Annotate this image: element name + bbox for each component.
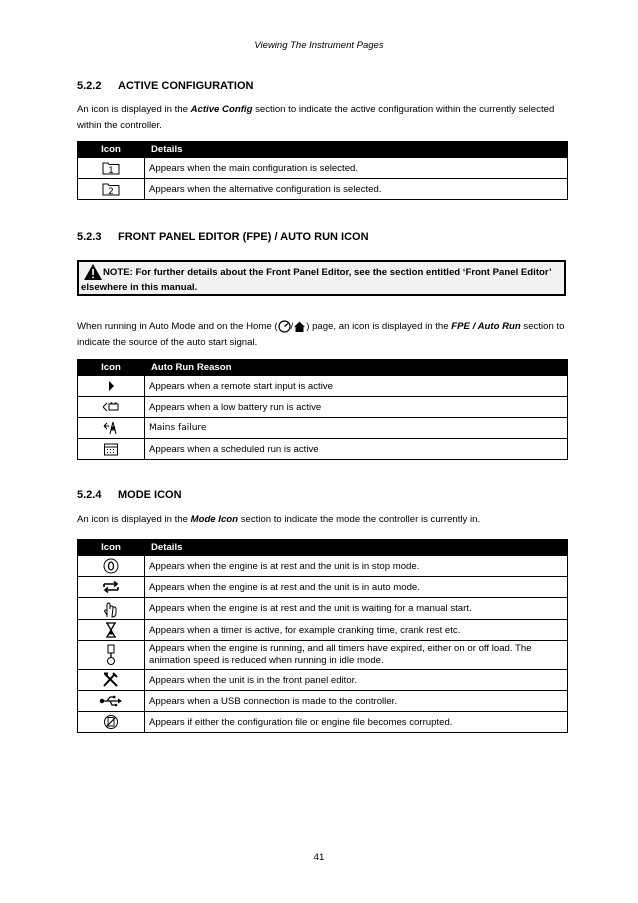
active-config-table xyxy=(77,141,568,200)
section-heading-523 xyxy=(77,231,369,243)
intro-text: An icon is displayed in the xyxy=(77,514,191,525)
home-gauge-icon xyxy=(278,320,291,333)
intro-text: An icon is displayed in the xyxy=(77,104,191,115)
section-number: 5.2.2 xyxy=(77,80,102,92)
row-details: Appears when the unit is in the front panel editor. xyxy=(145,670,568,691)
table-row xyxy=(78,691,568,712)
table-row xyxy=(78,641,568,670)
row-details: Appears when a timer is active, for example cranking time, crank rest etc. xyxy=(145,620,568,641)
config-1-icon xyxy=(78,158,145,179)
table-header-row xyxy=(78,540,568,556)
config-2-icon xyxy=(78,179,145,200)
table-row xyxy=(78,620,568,641)
usb-icon xyxy=(78,691,145,712)
section-number: 5.2.3 xyxy=(77,231,102,243)
table-row xyxy=(78,712,568,733)
table-row xyxy=(78,670,568,691)
stop-mode-icon xyxy=(78,556,145,577)
intro-text: When running in Auto Mode and on the Home ( xyxy=(77,321,278,332)
row-reason: Appears when a low battery run is active xyxy=(145,397,568,418)
table-row xyxy=(78,439,568,460)
column-header-details: Details xyxy=(145,142,568,158)
column-header-icon: Icon xyxy=(78,142,145,158)
mains-failure-icon xyxy=(78,418,145,439)
table-row xyxy=(78,397,568,418)
engine-running-icon xyxy=(78,641,145,670)
row-details: Appears if either the configuration file or engine file becomes corrupted. xyxy=(145,712,568,733)
table-row xyxy=(78,418,568,439)
mode-icon-table xyxy=(77,539,568,733)
row-reason: Appears when a remote start input is active xyxy=(145,376,568,397)
section-number: 5.2.4 xyxy=(77,489,102,501)
row-details: Appears when the engine is running, and all timers have expired, either on or off load. The animation speed is reduced when running in idle mode. xyxy=(145,641,568,670)
svg-text:2: 2 xyxy=(108,187,114,196)
manual-hand-icon xyxy=(78,598,145,620)
intro-text: ) page, an icon is displayed in the xyxy=(306,321,452,332)
note-box xyxy=(77,260,566,296)
section-title: FRONT PANEL EDITOR (FPE) / AUTO RUN ICON xyxy=(118,231,369,243)
tools-icon xyxy=(78,670,145,691)
auto-mode-icon xyxy=(78,577,145,598)
hourglass-icon xyxy=(78,620,145,641)
row-details: Appears when the engine is at rest and the unit is in stop mode. xyxy=(145,556,568,577)
section-title: MODE ICON xyxy=(118,489,182,501)
running-header: Viewing The Instrument Pages xyxy=(254,40,384,51)
intro-text: / xyxy=(290,321,294,332)
row-reason: Appears when a scheduled run is active xyxy=(145,439,568,460)
intro-text: section to indicate the mode the controller is currently in. xyxy=(238,514,481,525)
table-row xyxy=(78,598,568,620)
section-522-intro xyxy=(77,102,567,134)
row-details: Appears when the main configuration is selected. xyxy=(145,158,568,179)
remote-start-icon xyxy=(78,376,145,397)
section-heading-524 xyxy=(77,489,182,501)
section-523-intro xyxy=(77,319,567,351)
table-row xyxy=(78,376,568,397)
table-row xyxy=(78,556,568,577)
home-icon xyxy=(290,320,306,333)
column-header-reason: Auto Run Reason xyxy=(145,360,568,376)
column-header-icon: Icon xyxy=(78,360,145,376)
low-battery-icon xyxy=(78,397,145,418)
note-text: NOTE: For further details about the Front Panel Editor, see the section entitled ‘Front Panel Editor’ elsewhere in this manual. xyxy=(81,267,552,293)
corrupted-file-icon xyxy=(78,712,145,733)
intro-emphasis: Mode Icon xyxy=(190,514,239,525)
section-524-intro xyxy=(77,512,567,528)
intro-emphasis: FPE / Auto Run xyxy=(451,321,521,332)
table-row xyxy=(78,577,568,598)
row-details: Appears when a USB connection is made to the controller. xyxy=(145,691,568,712)
row-details: Appears when the alternative configuration is selected. xyxy=(145,179,568,200)
intro-emphasis: Active Config xyxy=(190,104,253,115)
auto-run-table xyxy=(77,359,568,460)
intro-text: section to indicate the active configuration within the currently selected within the controller. xyxy=(77,104,555,131)
column-header-icon: Icon xyxy=(78,540,145,556)
row-details: Appears when the engine is at rest and the unit is in auto mode. xyxy=(145,577,568,598)
scheduled-run-icon xyxy=(78,439,145,460)
table-row xyxy=(78,158,568,179)
table-row xyxy=(78,179,568,200)
row-details: Appears when the engine is at rest and the unit is waiting for a manual start. xyxy=(145,598,568,620)
table-header-row xyxy=(78,142,568,158)
section-heading-522 xyxy=(77,80,253,92)
page-number: 41 xyxy=(313,852,325,863)
section-title: ACTIVE CONFIGURATION xyxy=(118,80,254,92)
column-header-details: Details xyxy=(145,540,568,556)
svg-text:1: 1 xyxy=(108,166,114,175)
row-reason: Mains failure xyxy=(145,418,568,439)
table-header-row xyxy=(78,360,568,376)
intro-text: section to indicate the source of the auto start signal. xyxy=(77,321,565,348)
